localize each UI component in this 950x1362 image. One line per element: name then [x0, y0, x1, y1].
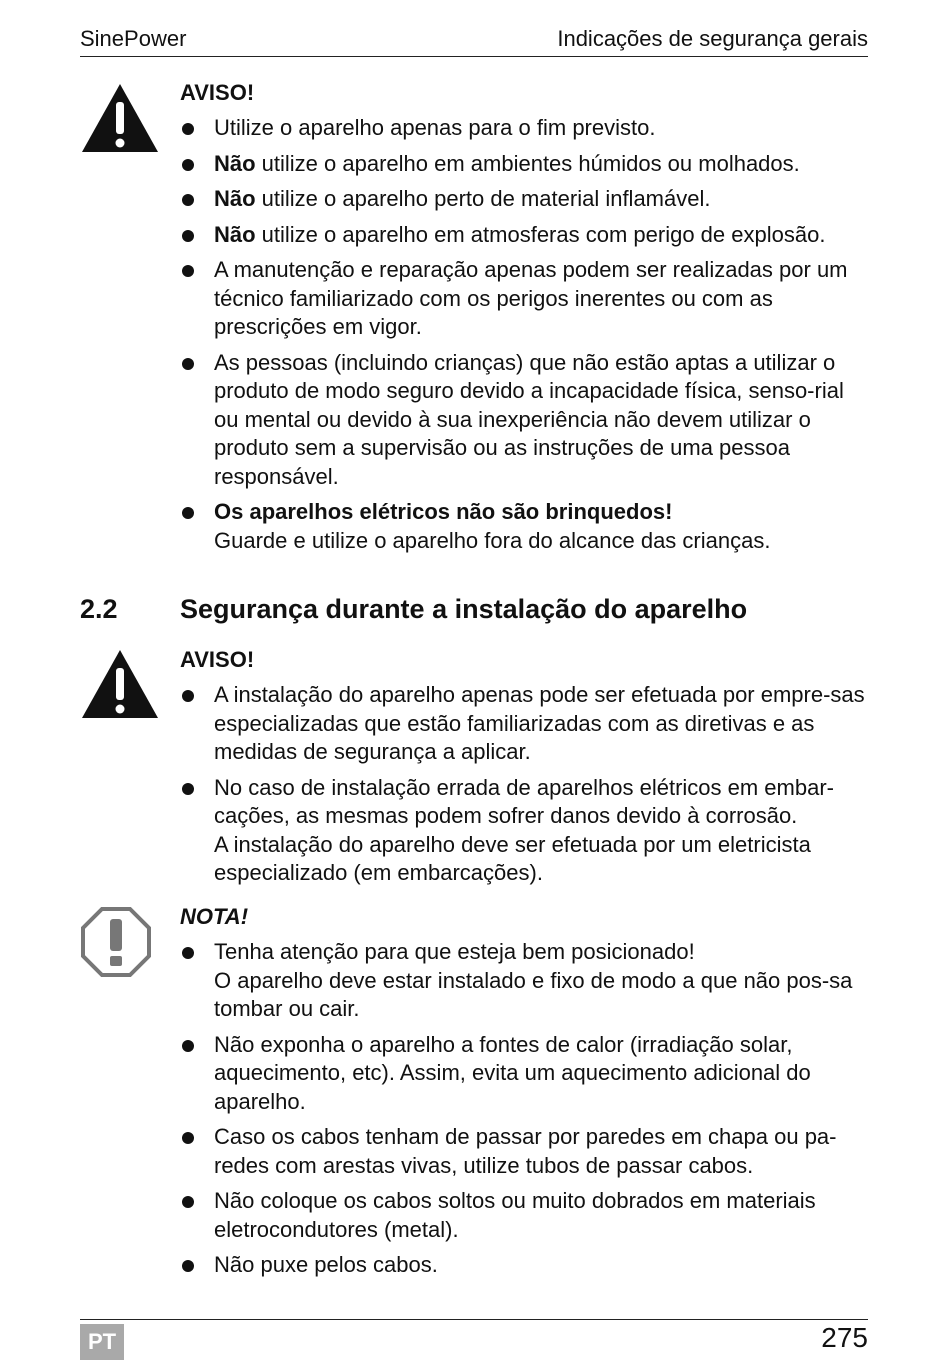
list-item: Não utilize o aparelho em ambientes húmidos ou molhados. — [180, 150, 870, 179]
page-header — [80, 26, 868, 57]
warning-triangle-icon — [80, 648, 160, 720]
header-chapter-title: Indicações de segurança gerais — [557, 26, 868, 51]
list-item: Não exponha o aparelho a fontes de calor (irradiação solar, aquecimento, etc). Assim, evita um aquecimento adicional do aparelho. — [180, 1031, 870, 1117]
section-title-text: Segurança durante a instalação do aparelho — [180, 594, 748, 624]
warning-block-installation — [180, 647, 870, 895]
list-item: Não coloque os cabos soltos ou muito dobrados em materiais eletrocondutores (metal). — [180, 1187, 870, 1244]
list-item: A instalação do aparelho apenas pode ser efetuada por empre-sas especializadas que estão familiarizadas com as diretivas e as medidas de segurança a aplicar. — [180, 681, 870, 767]
list-item: No caso de instalação errada de aparelhos elétricos em embar-cações, as mesmas podem sofrer danos devido à corrosão. A instalação do aparelho deve ser efetuada por um eletricista especializado (em embarcações). — [180, 774, 870, 888]
list-item: Não utilize o aparelho em atmosferas com perigo de explosão. — [180, 221, 870, 250]
exclamation-octagon-icon — [80, 906, 152, 978]
warning-label: AVISO! — [180, 647, 255, 672]
list-item: Utilize o aparelho apenas para o fim previsto. — [180, 114, 870, 143]
language-badge: PT — [80, 1324, 124, 1360]
note-list — [180, 938, 870, 1280]
list-item: As pessoas (incluindo crianças) que não estão aptas a utilizar o produto de modo seguro devido a incapacidade física, senso-rial ou mental ou devido à sua inexperiência não devem utilizar o produto sem a supervisão ou as instruções de uma pessoa responsável. — [180, 349, 870, 492]
page-footer — [80, 1319, 868, 1360]
list-item: A manutenção e reparação apenas podem ser realizadas por um técnico familiarizado com os perigos inerentes ou com as prescrições em vigor. — [180, 256, 870, 342]
warning-triangle-icon — [80, 82, 160, 154]
list-item: Tenha atenção para que esteja bem posicionado! O aparelho deve estar instalado e fixo de modo a que não pos-sa tombar ou cair. — [180, 938, 870, 1024]
section-heading — [80, 594, 747, 625]
list-item: Os aparelhos elétricos não são brinquedos! Guarde e utilize o aparelho fora do alcance das crianças. — [180, 498, 870, 555]
header-product-name: SinePower — [80, 26, 187, 51]
page-number: 275 — [821, 1322, 868, 1353]
section-number: 2.2 — [80, 594, 118, 624]
warning-list — [180, 114, 870, 555]
warning-label: AVISO! — [180, 80, 255, 105]
list-item: Caso os cabos tenham de passar por paredes em chapa ou pa-redes com arestas vivas, utilize tubos de passar cabos. — [180, 1123, 870, 1180]
warning-list — [180, 681, 870, 888]
list-item: Não utilize o aparelho perto de material inflamável. — [180, 185, 870, 214]
note-block — [180, 904, 870, 1287]
list-item: Não puxe pelos cabos. — [180, 1251, 870, 1280]
warning-block-general — [180, 80, 870, 562]
note-label: NOTA! — [180, 904, 249, 929]
